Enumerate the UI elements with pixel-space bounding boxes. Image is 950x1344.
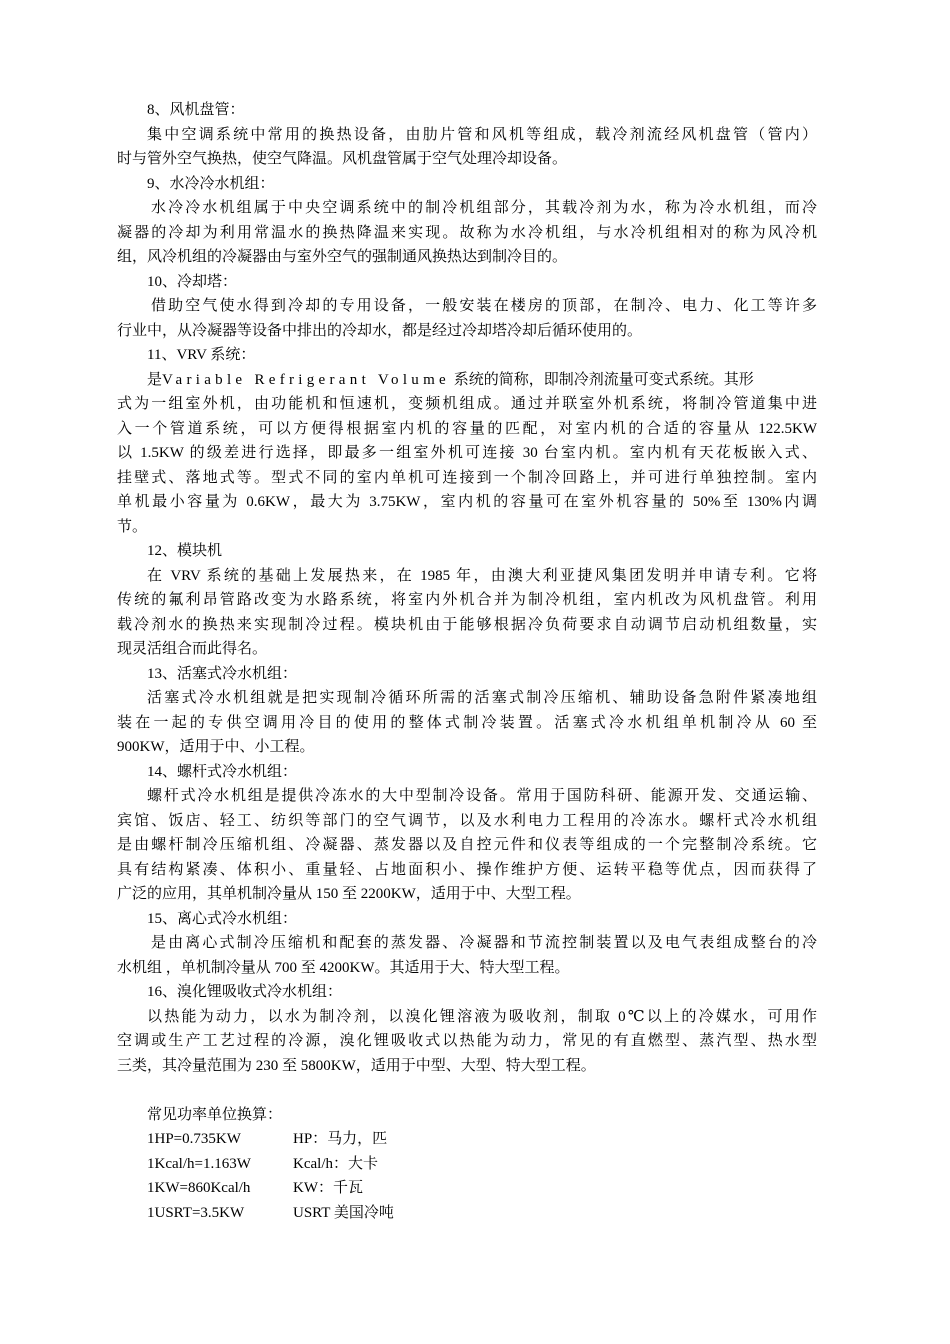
section-heading: 11、VRV 系统： — [147, 347, 256, 363]
paragraph-line — [117, 368, 817, 393]
paragraph-line: 单机最小容量为 0.6KW，最大为 3.75KW，室内机的容量可在室外机容量的 50%至 130%内调 — [117, 494, 817, 510]
section-centrifugal-chiller — [117, 907, 817, 981]
unit-description: HP：马力，匹 — [293, 1131, 388, 1147]
unit-conversion-table — [117, 1103, 817, 1226]
paragraph-line: 在 VRV 系统的基础上发展热来，在 1985 年，由澳大利亚捷风集团发明并申请专利。它将 — [147, 567, 817, 584]
paragraph-line: 式为一组室外机，由功能机和恒速机，变频机组成。通过并联室外机系统，将制冷管道集中进 — [117, 396, 817, 412]
section-absorption-chiller — [117, 980, 817, 1078]
section-heading: 14、螺杆式冷水机组： — [147, 763, 298, 780]
paragraph-line: 借助空气使水得到冷却的专用设备，一般安装在楼房的顶部，在制冷、电力、化工等许多 — [151, 298, 817, 314]
section-fan-coil — [117, 98, 817, 172]
section-modular-chiller — [117, 539, 817, 662]
paragraph-line: 载冷剂水的换热来实现制冷过程。模块机由于能够根据冷负荷要求自动调节启动机组数量，实 — [117, 616, 817, 633]
text-run: 是 — [147, 371, 163, 388]
unit-description: Kcal/h：大卡 — [293, 1155, 378, 1172]
vrv-full-name: Variable Refrigerant Volume — [162, 371, 451, 388]
paragraph-line: 装在一起的专供空调用冷目的使用的整体式制冷装置。活塞式冷水机组单机制冷从 60 至 — [117, 714, 817, 731]
paragraph-line: 是由离心式制冷压缩机和配套的蒸发器、冷凝器和节流控制装置以及电气表组成整台的冷 — [151, 935, 817, 951]
blank-line — [117, 1078, 817, 1103]
paragraph-line: 活塞式冷水机组就是把实现制冷循环所需的活塞式制冷压缩机、辅助设备急附件紧凑地组 — [147, 690, 817, 706]
unit-row — [117, 1152, 817, 1177]
paragraph-line: 以热能为动力，以水为制冷剂，以溴化锂溶液为吸收剂，制取 0℃以上的冷媒水，可用作 — [147, 1008, 817, 1025]
paragraph-line: 传统的氟利昂管路改变为水路系统，将室内外机合并为制冷机组，室内机改为风机盘管。利用 — [117, 592, 817, 608]
paragraph-line: 入一个管道系统，可以方便得根据室内机的容量的匹配，对室内机的合适的容量从 122.5KW — [117, 420, 817, 437]
unit-row — [117, 1127, 817, 1152]
section-heading: 16、溴化锂吸收式冷水机组： — [147, 984, 343, 1000]
section-vrv-system — [117, 343, 817, 539]
paragraph-line: 挂壁式、落地式等。型式不同的室内单机可连接到一个制冷回路上，并可进行单独控制。室内 — [117, 469, 817, 486]
section-heading: 13、活塞式冷水机组： — [147, 665, 298, 682]
paragraph-line: 三类，其冷量范围为 230 至 5800KW，适用于中型、大型、特大型工程。 — [117, 1057, 596, 1074]
section-screw-chiller — [117, 760, 817, 907]
paragraph-line: 水机组 ，单机制冷量从 700 至 4200KW。其适用于大、特大型工程。 — [117, 959, 570, 976]
section-cooling-tower — [117, 270, 817, 344]
section-heading: 15、离心式冷水机组： — [147, 910, 298, 927]
unit-equation: 1Kcal/h=1.163W — [147, 1155, 251, 1172]
section-water-cooled-chiller — [117, 172, 817, 270]
paragraph-line: 行业中，从冷凝器等设备中排出的冷却水，都是经过冷却塔冷却后循环使用的。 — [117, 322, 643, 339]
paragraph-line: 时与管外空气换热，使空气降温。风机盘管属于空气处理冷却设备。 — [117, 151, 568, 167]
unit-row — [117, 1201, 817, 1226]
paragraph-line: 现灵活组合而此得名。 — [117, 641, 268, 657]
section-heading: 9、水冷冷水机组： — [147, 175, 275, 192]
paragraph-line: 节。 — [117, 518, 148, 535]
paragraph-line: 螺杆式冷水机组是提供冷冻水的大中型制冷设备。常用于国防科研、能源开发、交通运输、 — [147, 788, 817, 804]
unit-equation: 1KW=860Kcal/h — [147, 1180, 251, 1196]
unit-description: KW：千瓦 — [293, 1180, 363, 1196]
unit-equation: 1HP=0.735KW — [147, 1131, 241, 1147]
unit-description: USRT 美国冷吨 — [293, 1204, 394, 1221]
section-heading: 8、风机盘管： — [147, 102, 245, 118]
section-heading: 10、冷却塔： — [147, 273, 238, 290]
unit-conversion-title: 常见功率单位换算： — [147, 1106, 283, 1123]
paragraph-line: 具有结构紧凑、体积小、重量轻、占地面积小、操作维护方便、运转平稳等优点，因而获得了 — [117, 861, 817, 878]
text-run: 系统的简称，即制冷剂流量可变式系统。其形 — [450, 371, 754, 388]
unit-row — [117, 1176, 817, 1201]
paragraph-line: 水冷冷水机组属于中央空调系统中的制冷机组部分，其载冷剂为水，称为冷水机组，而冷 — [151, 200, 817, 216]
paragraph-line: 集中空调系统中常用的换热设备，由肋片管和风机等组成，载冷剂流经风机盘管（管内） — [147, 126, 817, 143]
unit-equation: 1USRT=3.5KW — [147, 1204, 245, 1221]
section-piston-chiller — [117, 662, 817, 760]
section-heading: 12、模块机 — [147, 543, 223, 559]
paragraph-line: 广泛的应用，其单机制冷量从 150 至 2200KW，适用于中、大型工程。 — [117, 886, 581, 902]
paragraph-line: 组，风冷机组的冷凝器由与室外空气的强制通风换热达到制冷目的。 — [117, 249, 568, 265]
paragraph-line: 是由螺杆制冷压缩机组、冷凝器、蒸发器以及自控元件和仪表等组成的一个完整制冷系统。它 — [117, 837, 817, 853]
paragraph-line: 宾馆、饭店、轻工、纺织等部门的空气调节，以及水利电力工程用的冷冻水。螺杆式冷水机组 — [117, 812, 817, 829]
paragraph-line: 900KW，适用于中、小工程。 — [117, 739, 315, 755]
paragraph-line: 凝器的冷却为利用常温水的换热降温来实现。故称为水冷机组，与水冷机组相对的称为风冷机 — [117, 224, 817, 241]
paragraph-line: 空调或生产工艺过程的冷源，溴化锂吸收式以热能为动力，常见的有直燃型、蒸汽型、热水型 — [117, 1033, 817, 1049]
paragraph-line: 以 1.5KW 的级差进行选择，即最多一组室外机可连接 30 台室内机。室内机有天花板嵌入式、 — [117, 445, 817, 461]
document-page — [117, 98, 817, 1225]
